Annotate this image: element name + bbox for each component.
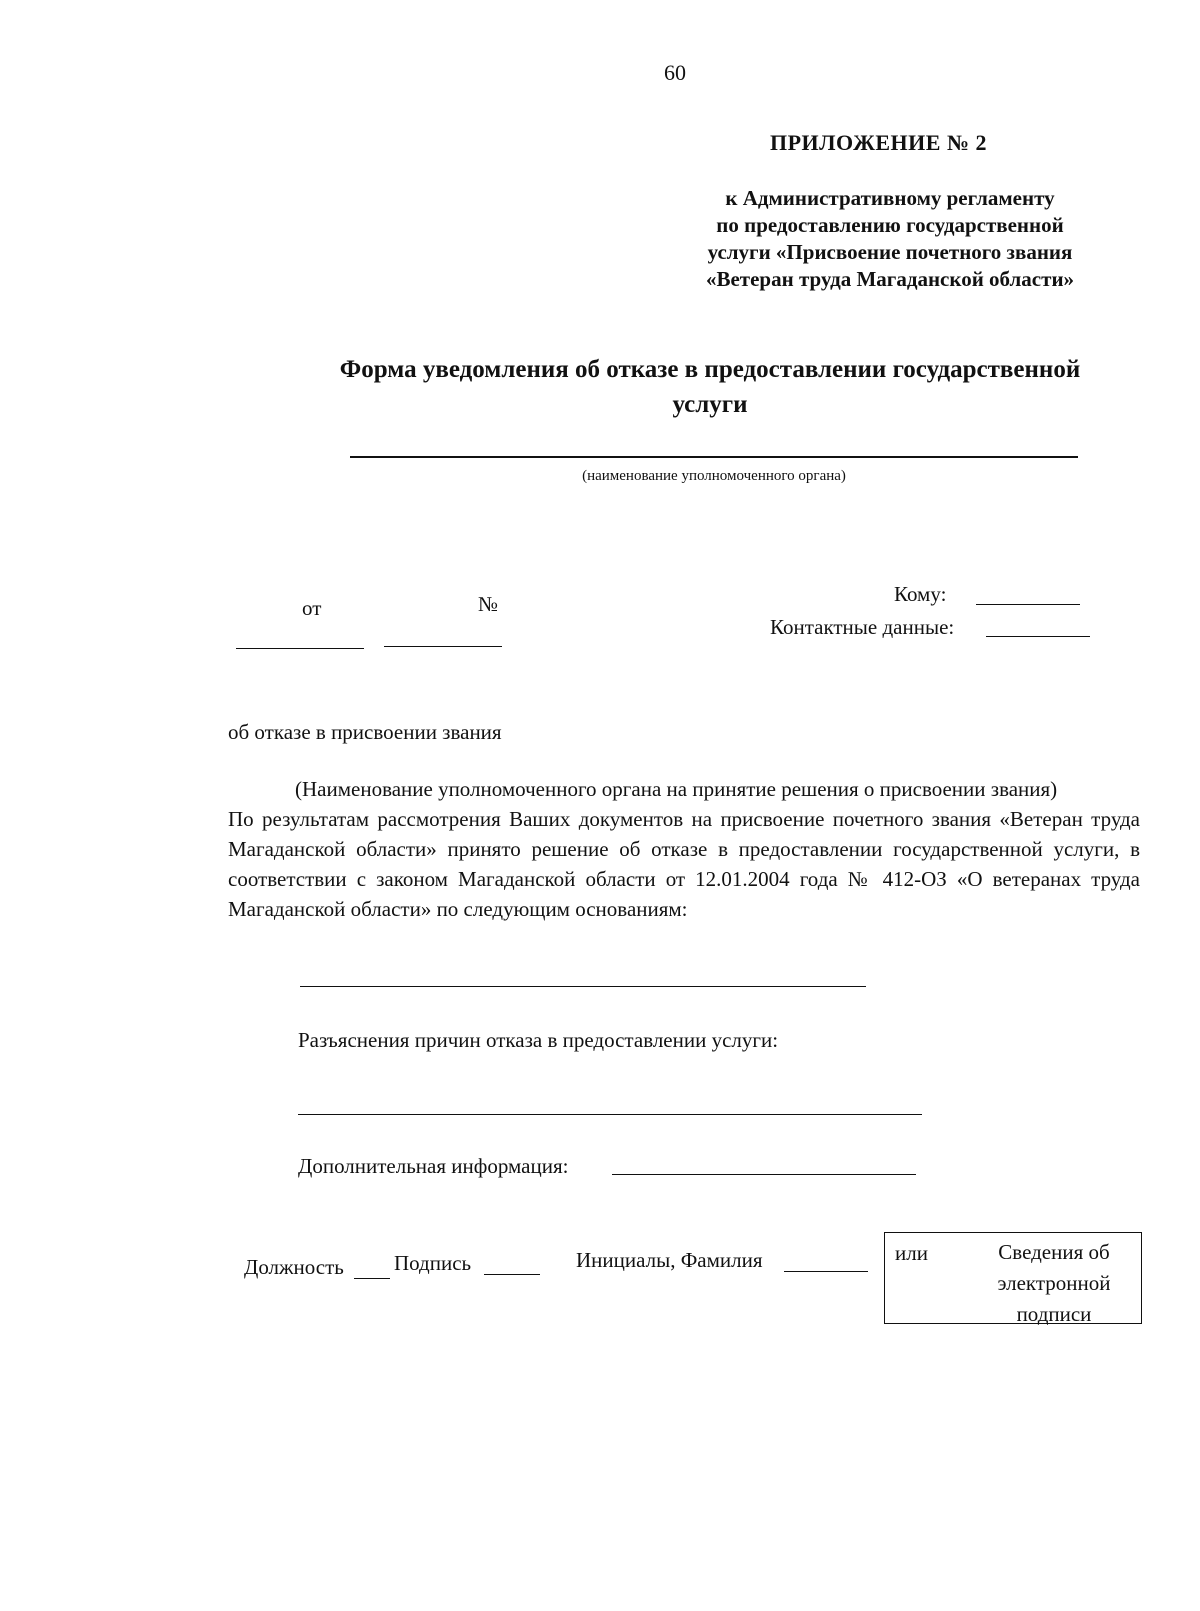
additional-info-label: Дополнительная информация: xyxy=(298,1154,569,1178)
date-blank-line xyxy=(236,648,364,649)
from-label: от xyxy=(302,596,322,620)
signature-label: Подпись xyxy=(394,1251,472,1275)
esign-line: подписи xyxy=(1016,1302,1092,1326)
position-label: Должность xyxy=(244,1255,344,1279)
signature-blank-line xyxy=(484,1274,540,1275)
appendix-subtitle xyxy=(660,185,1120,293)
decision-paragraph xyxy=(228,774,1140,924)
electronic-signature-box xyxy=(884,1232,1142,1324)
name-label: Инициалы, Фамилия xyxy=(576,1248,763,1272)
esign-line: электронной xyxy=(997,1271,1111,1295)
name-blank-line xyxy=(784,1271,868,1272)
esign-line: Сведения об xyxy=(998,1240,1110,1264)
form-title-line: услуги xyxy=(672,391,748,418)
appendix-title: ПРИЛОЖЕНИЕ № 2 xyxy=(770,130,988,155)
number-label: № xyxy=(478,592,499,616)
authority-name-line xyxy=(350,456,1078,458)
contacts-label: Контактные данные: xyxy=(770,615,955,639)
appendix-line: «Ветеран труда Магаданской области» xyxy=(705,267,1075,291)
appendix-line: по предоставлению государственной xyxy=(716,213,1064,237)
or-label: или xyxy=(895,1241,928,1265)
appendix-line: услуги «Присвоение почетного звания xyxy=(707,240,1073,264)
decision-text: По результатам рассмотрения Ваших документов на присвоение почетного звания «Ветеран труда Магаданской области» принято решение об отказе в предоставлении государственной услуги, в соответствии с законом Магаданской области от 12.01.2004 года № 412-ОЗ «О ветеранах труда Магаданской области» по следующим основаниям: xyxy=(228,807,1140,921)
decision-authority-line: (Наименование уполномоченного органа на принятие решения о присвоении звания) xyxy=(295,777,1058,801)
contacts-blank-line xyxy=(986,636,1090,637)
to-label: Кому: xyxy=(894,582,947,606)
additional-info-blank-line xyxy=(612,1174,916,1175)
grounds-blank-line xyxy=(300,986,866,987)
authority-caption: (наименование уполномоченного органа) xyxy=(582,468,846,484)
electronic-signature-info xyxy=(971,1237,1137,1330)
number-blank-line xyxy=(384,646,502,647)
appendix-line: к Административному регламенту xyxy=(725,186,1055,210)
subject-line: об отказе в присвоении звания xyxy=(228,720,502,744)
reasons-blank-line xyxy=(298,1114,922,1115)
position-blank-line xyxy=(354,1278,390,1279)
form-title xyxy=(280,352,1140,422)
reasons-label: Разъяснения причин отказа в предоставлении услуги: xyxy=(298,1028,779,1052)
to-blank-line xyxy=(976,604,1080,605)
form-title-line: Форма уведомления об отказе в предоставлении государственной xyxy=(339,356,1081,383)
page-number: 60 xyxy=(664,60,686,85)
